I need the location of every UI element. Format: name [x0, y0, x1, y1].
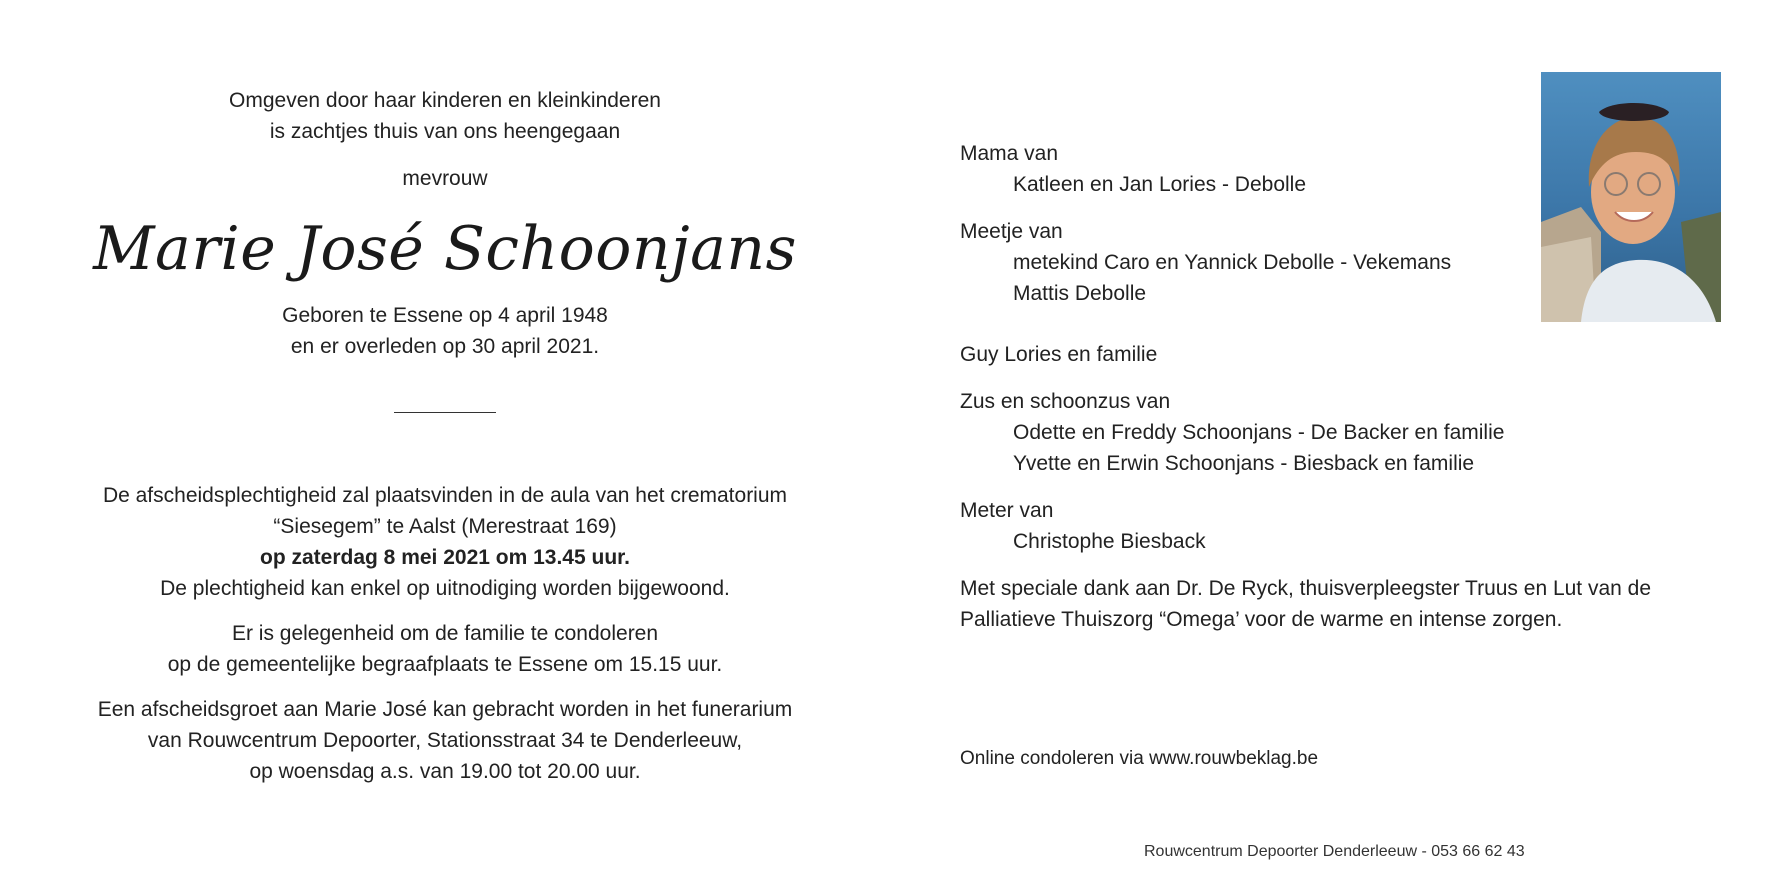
death-line: en er overleden op 30 april 2021.	[290, 335, 600, 358]
relation-label: Zus en schoonzus van	[960, 390, 1171, 413]
ceremony-date: op zaterdag 8 mei 2021 om 13.45 uur.	[260, 546, 630, 569]
relation-names: Mattis Debolle	[1013, 282, 1147, 305]
relation-names: metekind Caro en Yannick Debolle - Vekemans	[1013, 251, 1452, 274]
intro-line: is zachtjes thuis van ons heengegaan	[269, 120, 621, 143]
divider-line	[394, 412, 496, 413]
birth-line: Geboren te Essene op 4 april 1948	[282, 304, 608, 327]
announcement-right-column	[960, 138, 1720, 635]
partner-line: Guy Lories en familie	[960, 343, 1158, 366]
relation-label: Mama van	[960, 142, 1059, 165]
condolence-line: Er is gelegenheid om de familie te condoleren	[231, 622, 659, 645]
announcement-left-column	[60, 85, 830, 787]
family-group	[960, 495, 1720, 557]
relation-names: Yvette en Erwin Schoonjans - Biesback en familie	[1013, 452, 1475, 475]
relation-names: Christophe Biesback	[1013, 530, 1206, 553]
deceased-name: Marie José Schoonjans	[93, 214, 797, 284]
title-prefix: mevrouw	[402, 167, 488, 190]
family-group	[960, 339, 1720, 370]
family-group	[960, 138, 1720, 200]
farewell-line: op woensdag a.s. van 19.00 tot 20.00 uur.	[249, 760, 641, 783]
relation-names: Odette en Freddy Schoonjans - De Backer en familie	[1013, 421, 1505, 444]
intro-line: Omgeven door haar kinderen en kleinkinderen	[229, 89, 661, 112]
online-condolence-text: Online condoleren via www.rouwbeklag.be	[960, 748, 1319, 769]
relation-label: Meetje van	[960, 220, 1063, 243]
farewell-line: van Rouwcentrum Depoorter, Stationsstraat 34 te Denderleeuw,	[147, 729, 743, 752]
ceremony-line: De plechtigheid kan enkel op uitnodiging worden bijgewoond.	[160, 577, 730, 600]
thanks-paragraph: Met speciale dank aan Dr. De Ryck, thuisverpleegster Truus en Lut van de Palliatieve Thuiszorg “Omega’ voor de warme en intense zorgen.	[960, 577, 1652, 631]
ceremony-line: De afscheidsplechtigheid zal plaatsvinden in de aula van het crematorium	[102, 484, 788, 507]
condolence-line: op de gemeentelijke begraafplaats te Essene om 15.15 uur.	[167, 653, 723, 676]
family-group	[960, 216, 1720, 309]
relation-names: Katleen en Jan Lories - Debolle	[1013, 173, 1307, 196]
family-group	[960, 386, 1720, 479]
relation-label: Meter van	[960, 499, 1054, 522]
footer-contact: Rouwcentrum Depoorter Denderleeuw - 053 66 62 43	[1144, 843, 1525, 860]
ceremony-line: “Siesegem” te Aalst (Merestraat 169)	[273, 515, 617, 538]
farewell-line: Een afscheidsgroet aan Marie José kan gebracht worden in het funerarium	[97, 698, 793, 721]
